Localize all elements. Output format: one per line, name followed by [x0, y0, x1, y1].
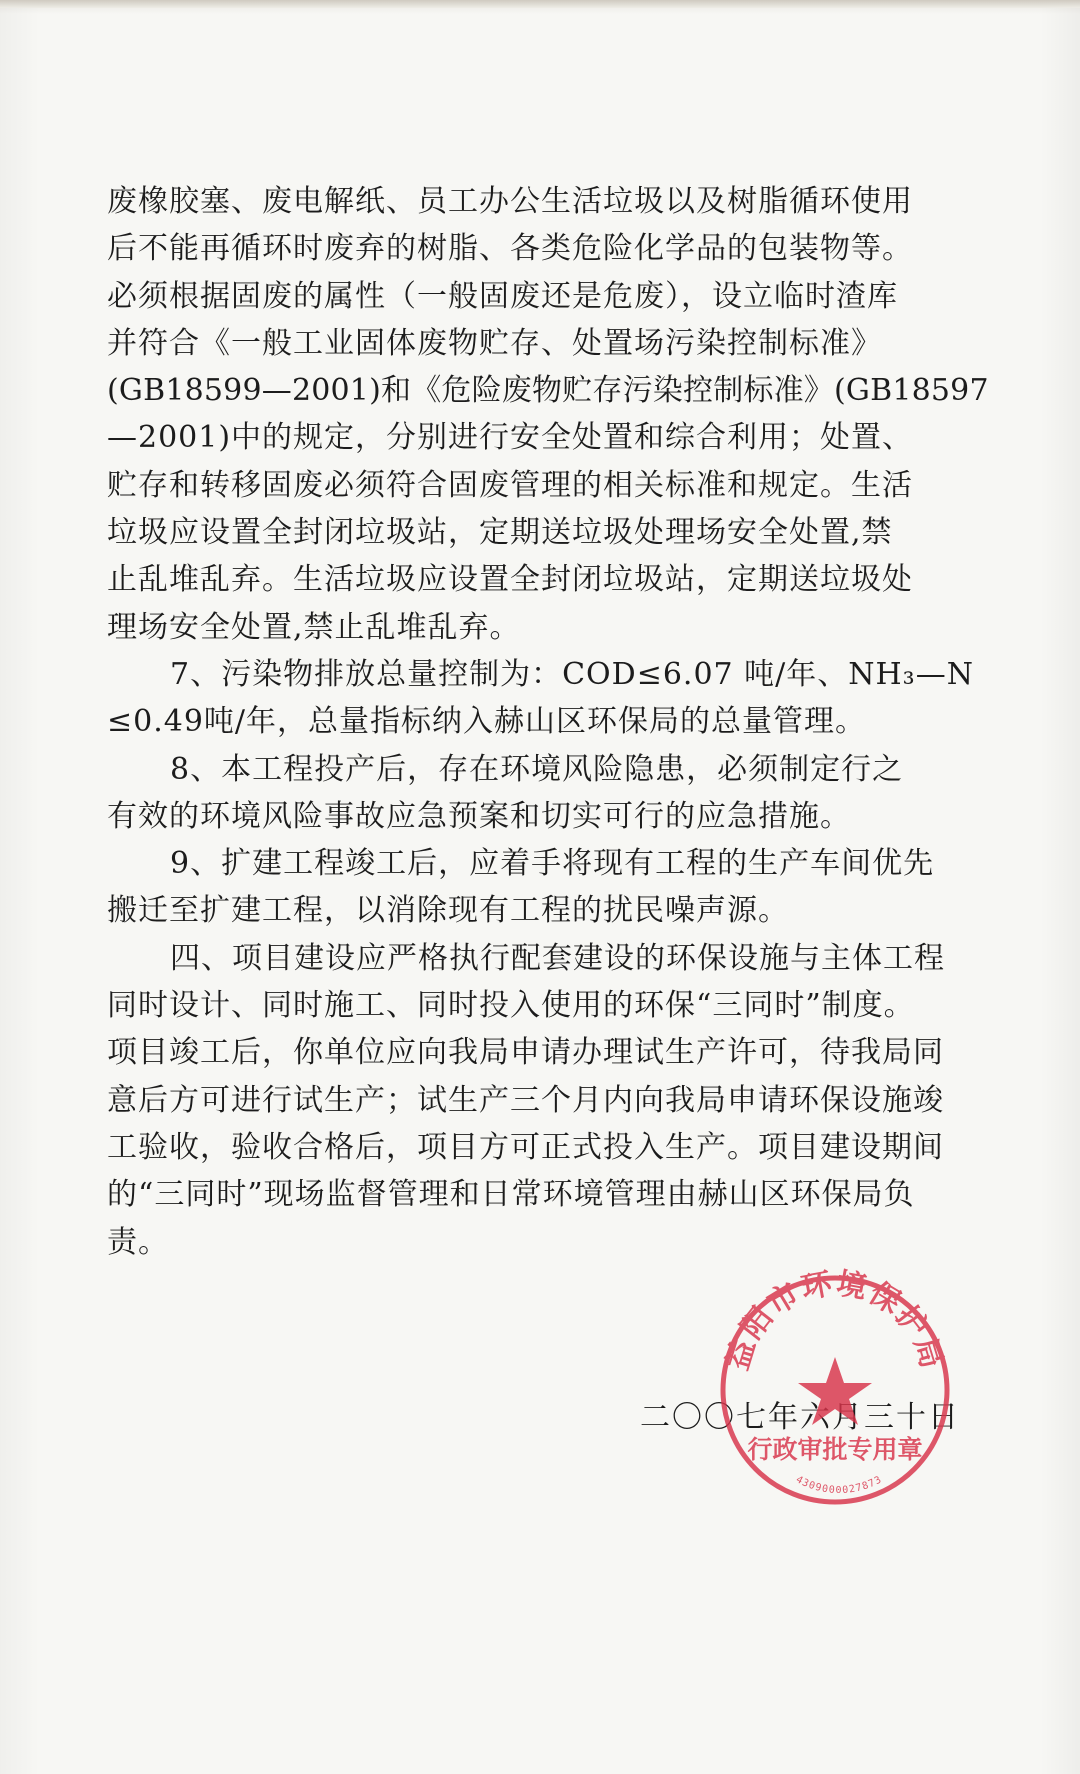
text-line: 垃圾应设置全封闭垃圾站，定期送垃圾处理场安全处置,禁 [107, 515, 893, 551]
text-line: 8、本工程投产后，存在环境风险隐患，必须制定行之 [170, 751, 904, 787]
text-line: 的“三同时”现场监督管理和日常环境管理由赫山区环保局负 [107, 1177, 915, 1213]
paper-top-edge [0, 0, 1080, 8]
text-line: 项目竣工后，你单位应向我局申请办理试生产许可，待我局同 [107, 1035, 944, 1071]
text-line: 后不能再循环时废弃的树脂、各类危险化学品的包装物等。 [107, 231, 913, 267]
text-line: 并符合《一般工业固体废物贮存、处置场污染控制标准》 [107, 325, 882, 361]
closing-date: 二〇〇七年六月三十日 [640, 1400, 960, 1435]
paragraph-item-8 [107, 746, 987, 841]
text-line: 9、扩建工程竣工后，应着手将现有工程的生产车间优先 [170, 846, 935, 882]
paragraph-item-9 [107, 840, 987, 935]
seal-star-icon [798, 1357, 872, 1425]
text-line: 四、项目建设应严格执行配套建设的环保设施与主体工程 [170, 940, 945, 976]
text-line: —2001)中的规定，分别进行安全处置和综合利用；处置、 [107, 420, 914, 456]
text-line: 必须根据固废的属性（一般固废还是危废），设立临时渣库 [107, 278, 898, 314]
text-line: (GB18599—2001)和《危险废物贮存污染控制标准》(GB18597 [107, 373, 989, 409]
text-line: 贮存和转移固废必须符合固废管理的相关标准和规定。生活 [107, 467, 913, 503]
text-line: 搬迁至扩建工程，以消除现有工程的扰民噪声源。 [107, 893, 789, 929]
seal-purpose-text: 行政审批专用章 [747, 1435, 923, 1464]
seal-graphic [720, 1266, 949, 1502]
text-line: 责。 [107, 1224, 169, 1260]
text-line: 同时设计、同时施工、同时投入使用的环保“三同时”制度。 [107, 988, 915, 1024]
paragraph-solid-waste [107, 178, 987, 651]
text-line: 意后方可进行试生产；试生产三个月内向我局申请环保设施竣 [107, 1082, 944, 1118]
text-line: 止乱堆乱弃。生活垃圾应设置全封闭垃圾站，定期送垃圾处 [107, 562, 913, 598]
seal-serial-number: 4309000027873 [793, 1474, 885, 1497]
official-seal [710, 1265, 960, 1515]
text-line: 理场安全处置,禁止乱堆乱弃。 [107, 609, 521, 645]
text-line: 有效的环境风险事故应急预案和切实可行的应急措施。 [107, 798, 851, 834]
text-line: 工验收，验收合格后，项目方可正式投入生产。项目建设期间 [107, 1129, 944, 1165]
paragraph-item-7 [107, 651, 987, 746]
text-line: ≤0.49吨/年，总量指标纳入赫山区环保局的总量管理。 [107, 704, 867, 740]
paragraph-section-4 [107, 935, 987, 1266]
text-line: 7、污染物排放总量控制为：COD≤6.07 吨/年、NH₃—N [170, 656, 974, 692]
document-body [107, 178, 987, 1266]
seal-org-text: 益阳市环境保护局 [720, 1266, 950, 1375]
text-line: 废橡胶塞、废电解纸、员工办公生活垃圾以及树脂循环使用 [107, 184, 913, 219]
